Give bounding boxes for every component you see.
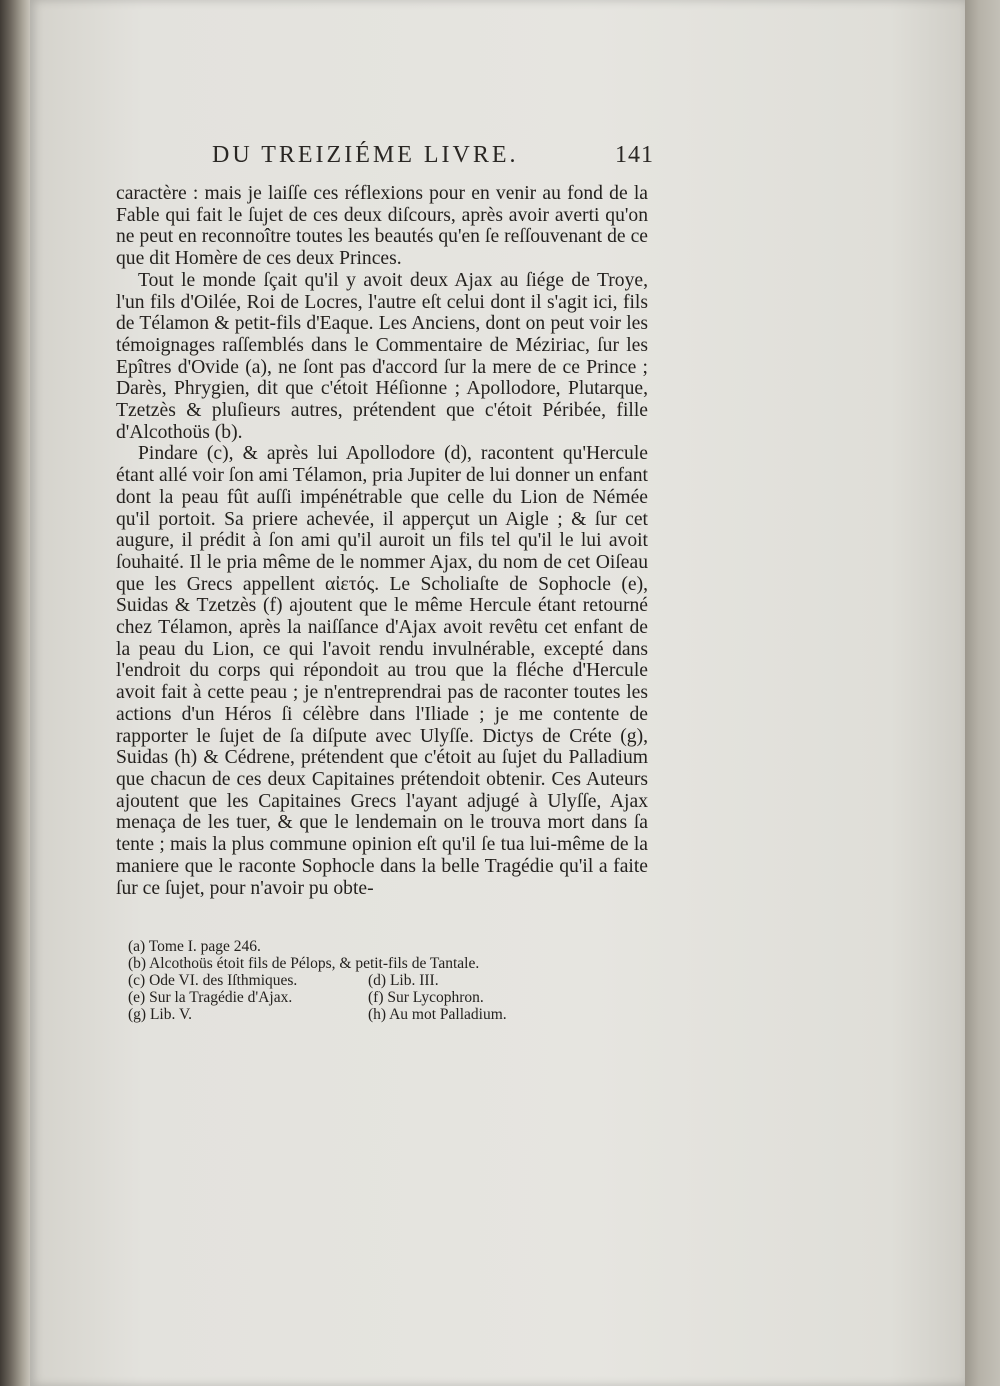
footnote-f: (f) Sur Lycophron. xyxy=(368,989,484,1006)
footnote-row xyxy=(128,938,648,955)
footnote-d: (d) Lib. III. xyxy=(368,972,439,989)
footnote-a: (a) Tome I. page 246. xyxy=(128,938,261,955)
page-number: 141 xyxy=(615,142,654,168)
footnote-e: (e) Sur la Tragédie d'Ajax. xyxy=(128,989,293,1006)
paragraph-1: caractère : mais je laiſſe ces réflexions pour en venir au fond de la Fable qui fait le ſujet de ces deux diſcours, après avoir averti qu'on ne peut en reconnoître toutes les beautés qu'en ſe reſſouvenant de ce que dit Homère de ces deux Princes. xyxy=(116,183,648,270)
footnote-row xyxy=(128,1006,648,1023)
footnote-h: (h) Au mot Palladium. xyxy=(368,1006,507,1023)
running-title: DU TREIZIÉME LIVRE. xyxy=(212,142,519,168)
footnote-c: (c) Ode VI. des Iſthmiques. xyxy=(128,972,298,989)
footnote-row xyxy=(128,989,648,1006)
page-edge xyxy=(965,0,1000,1386)
paragraph-2: Tout le monde ſçait qu'il y avoit deux Ajax au ſiége de Troye, l'un fils d'Oilée, Roi de Locres, l'autre eſt celui dont il s'agit ici, fils de Télamon & petit-fils d'Eaque. Les Anciens, dont on peut voir les témoignages raſſemblés dans le Commentaire de Méziriac, ſur les Epîtres d'Ovide (a), ne ſont pas d'accord ſur la mere de ce Prince ; Darès, Phrygien, dit que c'étoit Héſionne ; Apollodore, Plutarque, Tzetzès & pluſieurs autres, prétendent que c'étoit Péribée, fille d'Alcothoüs (b). xyxy=(116,269,648,443)
book-gutter xyxy=(0,0,30,1386)
paragraph-3: Pindare (c), & après lui Apollodore (d), racontent qu'Hercule étant allé voir ſon ami Télamon, pria Jupiter de lui donner un enfant dont la peau fût auſſi impénétrable que celle du Lion de Némée qu'il portoit. Sa priere achevée, il apperçut un Aigle ; & ſur cet augure, il prédit à ſon ami qu'il auroit un fils tel qu'il le lui avoit ſouhaité. Il le pria même de le nommer Ajax, du nom de cet Oiſeau que les Grecs appellent αἰετός. Le Scholiaſte de Sophocle (e), Suidas & Tzetzès (f) ajoutent que le même Hercule étant retourné chez Télamon, après la naiſſance d'Ajax avoit revêtu cet enfant de la peau du Lion, ce qui l'avoit rendu invulnérable, excepté dans l'endroit du corps qui répondoit au trou que la fléche d'Hercule avoit fait à cette peau ; je n'entreprendrai pas de raconter toutes les actions d'un Héros ſi célèbre dans l'Iliade ; je me contente de rapporter le ſujet de ſa diſpute avec Ulyſſe. Dictys de Créte (g), Suidas (h) & Cédrene, prétendent que c'étoit au ſujet du Palladium que chacun de ces deux Capitaines prétendoit obtenir. Ces Auteurs ajoutent que les Capitaines Grecs l'ayant adjugé à Ulyſſe, Ajax menaça de les tuer, & que le lendemain on le trouva mort dans ſa tente ; mais la plus commune opinion eſt qu'il ſe tua lui-même de la maniere que le raconte Sophocle dans la belle Tragédie qu'il a faite ſur ce ſujet, pour n'avoir pu obte- xyxy=(116,443,648,899)
footnote-g: (g) Lib. V. xyxy=(128,1006,193,1023)
footnote-b: (b) Alcothoüs étoit fils de Pélops, & petit-fils de Tantale. xyxy=(128,955,480,972)
footnotes xyxy=(128,938,648,1023)
footnote-row xyxy=(128,955,648,972)
main-text xyxy=(116,183,648,899)
footnote-row xyxy=(128,972,648,989)
